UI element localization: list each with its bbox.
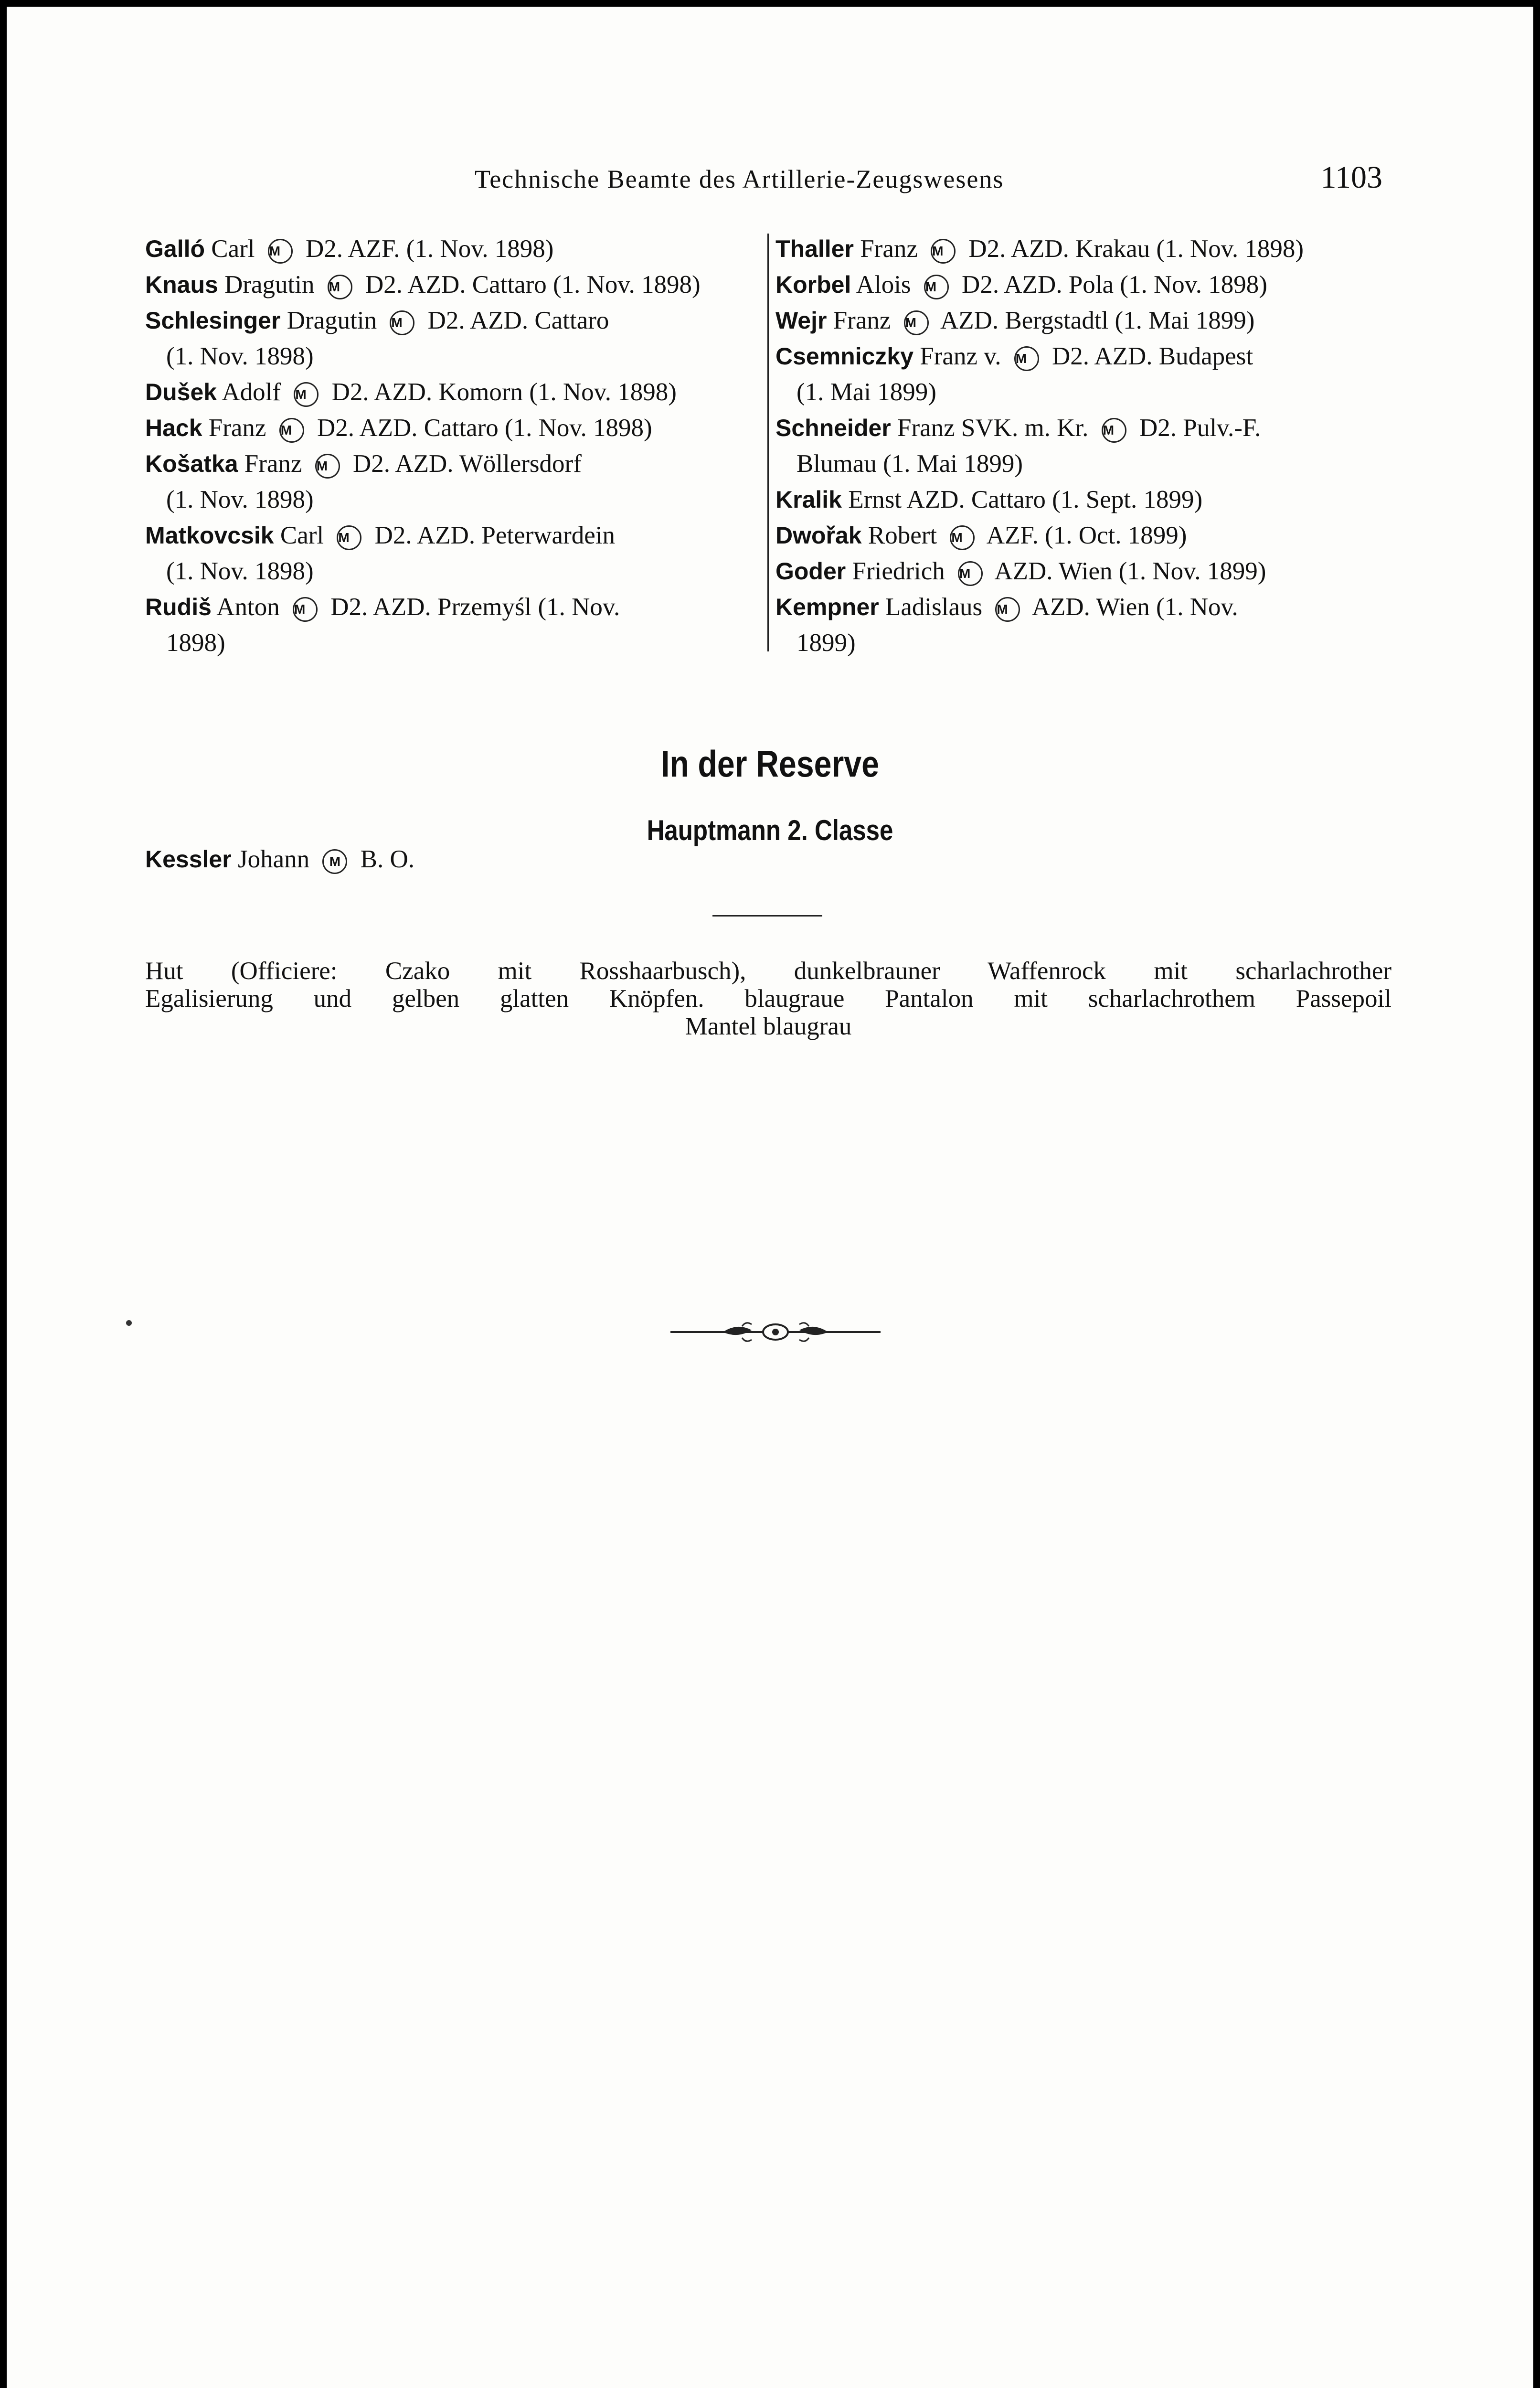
entry-rest: AZD. Wien (1. Nov. (1031, 593, 1238, 621)
entry-rest: D2. AZD. Wöllersdorf (352, 450, 582, 478)
entry-name: Goder (775, 558, 846, 585)
entry-text: Adolf (222, 378, 281, 406)
entry-text: Carl (280, 522, 324, 549)
entry-text: Carl (211, 235, 255, 263)
entry-rest: AZD. Wien (1. Nov. 1899) (994, 557, 1266, 585)
section-subtitle: Hauptmann 2. Classe (647, 814, 893, 846)
medal-icon: M (279, 418, 304, 443)
page-number: 1103 (1320, 160, 1382, 195)
ornament-icon (670, 1318, 881, 1346)
entry-rest: D2. AZD. Cattaro (427, 307, 609, 334)
right-column (775, 231, 1391, 661)
divider (712, 915, 822, 917)
entry-text: Franz (244, 450, 302, 478)
uniform-line: Hut (Officiere: Czako mit Rosshaarbusch), dunkelbrauner Waffenrock mit scharlachrother (145, 957, 1391, 985)
entry-continuation: 1898) (166, 629, 225, 657)
list-item (775, 267, 1391, 303)
entry-rest: D2. AZD. Krakau (1. Nov. 1898) (968, 235, 1304, 263)
list-item (145, 518, 761, 589)
uniform-line: Mantel blaugrau (685, 1013, 852, 1040)
page-header (7, 160, 1533, 207)
entry-rest: D2. AZD. Budapest (1052, 342, 1253, 370)
uniform-line: Egalisierung und gelben glatten Knöpfen. blaugraue Pantalon mit scharlachrothem Passepoil (145, 985, 1391, 1013)
entry-text: Robert (868, 522, 937, 549)
entry-text: Ladislaus (885, 593, 983, 621)
medal-icon: M (931, 239, 956, 264)
list-item (145, 446, 761, 518)
reserve-entry (145, 845, 414, 874)
entry-name: Matkovcsik (145, 522, 274, 549)
entry-name: Kessler (145, 846, 232, 873)
list-item (775, 589, 1391, 661)
medal-icon: M (337, 525, 361, 550)
entry-continuation: (1. Nov. 1898) (166, 486, 314, 513)
entry-rest: D2. AZD. Przemyśl (1. Nov. (330, 593, 620, 621)
entry-name: Schneider (775, 415, 891, 441)
entry-text: Ernst AZD. Cattaro (1. Sept. 1899) (848, 486, 1203, 513)
medal-icon: M (958, 561, 983, 586)
medal-icon: M (315, 454, 340, 479)
entry-text: Franz SVK. m. Kr. (897, 414, 1089, 442)
entry-name: Wejr (775, 307, 827, 334)
entry-name: Košatka (145, 450, 238, 477)
running-head: Technische Beamte des Artillerie-Zeugswesens (475, 165, 1004, 193)
medal-icon: M (328, 275, 352, 299)
medal-icon: M (904, 310, 929, 335)
entry-rest: D2. AZD. Komorn (1. Nov. 1898) (331, 378, 677, 406)
entry-rest: D2. AZF. (1. Nov. 1898) (306, 235, 554, 263)
list-item (775, 339, 1391, 410)
document-page (7, 7, 1533, 2388)
list-item (145, 267, 761, 303)
entry-name: Galló (145, 235, 205, 262)
entry-name: Knaus (145, 271, 218, 298)
list-item (145, 303, 761, 374)
left-column (145, 231, 761, 661)
medal-icon: M (1102, 418, 1126, 443)
entry-name: Dušek (145, 379, 217, 405)
medal-icon: M (268, 239, 293, 264)
entry-name: Csemniczky (775, 343, 914, 370)
entry-continuation: (1. Nov. 1898) (166, 342, 314, 370)
stray-dot (126, 1320, 132, 1326)
medal-icon: M (293, 597, 318, 622)
entry-rest: AZD. Bergstadtl (1. Mai 1899) (940, 307, 1255, 334)
entry-text: Franz (833, 307, 891, 334)
entry-continuation: (1. Nov. 1898) (166, 557, 314, 585)
entry-name: Korbel (775, 271, 851, 298)
entry-text: Alois (856, 271, 911, 298)
entry-name: Kralik (775, 486, 842, 513)
list-item (775, 554, 1391, 589)
list-item (145, 231, 761, 267)
entry-rest: D2. AZD. Cattaro (1. Nov. 1898) (317, 414, 652, 442)
entry-name: Kempner (775, 594, 879, 620)
entry-text: Franz (860, 235, 918, 263)
medal-icon: M (995, 597, 1020, 622)
entry-rest: D2. AZD. Cattaro (1. Nov. 1898) (365, 271, 701, 298)
medal-icon: M (322, 849, 347, 874)
entry-rest: D2. AZD. Pola (1. Nov. 1898) (962, 271, 1267, 298)
list-item (775, 231, 1391, 267)
entry-rest: AZF. (1. Oct. 1899) (986, 522, 1187, 549)
list-item (145, 589, 761, 661)
list-item (775, 410, 1391, 482)
list-item (775, 518, 1391, 554)
entry-text: Johann (237, 845, 310, 873)
entry-name: Dwořak (775, 522, 862, 549)
list-item (775, 303, 1391, 339)
entry-rest: D2. AZD. Peterwardein (374, 522, 615, 549)
entry-rest: B. O. (360, 845, 414, 873)
column-divider (767, 234, 769, 651)
medal-icon: M (390, 310, 414, 335)
entry-text: Dragutin (287, 307, 377, 334)
uniform-description (145, 957, 1391, 1040)
entry-name: Thaller (775, 235, 854, 262)
entry-text: Anton (216, 593, 280, 621)
medal-icon: M (950, 525, 975, 550)
entry-continuation: 1899) (797, 629, 856, 657)
entry-continuation: Blumau (1. Mai 1899) (797, 450, 1023, 478)
entry-text: Dragutin (224, 271, 315, 298)
entry-name: Hack (145, 415, 202, 441)
entry-name: Rudiš (145, 594, 212, 620)
medal-icon: M (294, 382, 319, 407)
medal-icon: M (924, 275, 949, 299)
entry-continuation: (1. Mai 1899) (797, 378, 936, 406)
list-item (145, 410, 761, 446)
entry-text: Franz v. (920, 342, 1001, 370)
medal-icon: M (1014, 346, 1039, 371)
section-title: In der Reserve (661, 743, 879, 785)
entry-rest: D2. Pulv.-F. (1139, 414, 1261, 442)
entry-name: Schlesinger (145, 307, 281, 334)
entry-text: Franz (208, 414, 266, 442)
entry-text: Friedrich (852, 557, 945, 585)
list-item (775, 482, 1391, 518)
list-item (145, 374, 761, 410)
